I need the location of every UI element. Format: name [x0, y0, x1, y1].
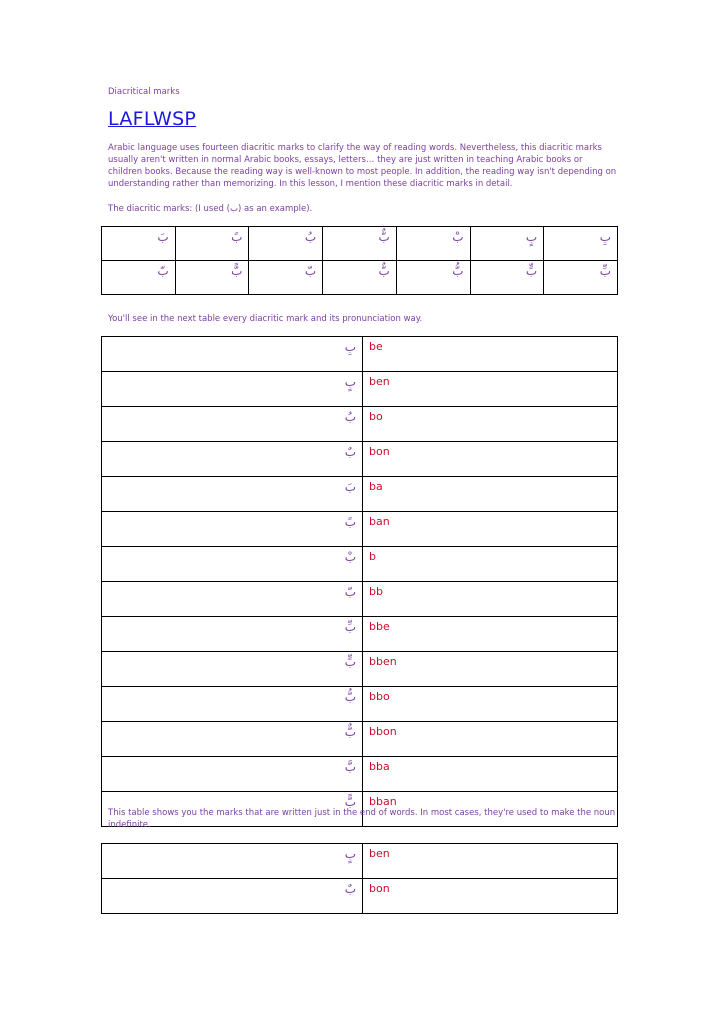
latin-cell: bbo — [363, 687, 618, 722]
mark-cell: بٍ — [470, 227, 544, 261]
latin-cell: bb — [363, 582, 618, 617]
latin-cell: bbe — [363, 617, 618, 652]
table-row — [102, 582, 618, 617]
arabic-cell: بً — [102, 512, 363, 547]
arabic-cell: بِّ — [102, 617, 363, 652]
mark-cell: بٍّ — [470, 261, 544, 295]
table-row — [102, 722, 618, 757]
end-marks-caption: This table shows you the marks that are written just in the end of words. In most cases, they're used to make the noun indefinite. — [108, 808, 616, 830]
marks-caption: The diacritic marks: (I used (ب) as an example). — [108, 204, 313, 214]
arabic-cell: بُ — [102, 407, 363, 442]
table-row — [102, 227, 618, 261]
mark-cell: بُّ — [396, 261, 470, 295]
arabic-cell: بٌ — [102, 879, 363, 914]
latin-cell: ben — [363, 844, 618, 879]
arabic-cell: بٍّ — [102, 652, 363, 687]
table-row — [102, 652, 618, 687]
latin-cell: bon — [363, 442, 618, 477]
arabic-cell: بُّ — [102, 687, 363, 722]
mark-cell: بٌّ — [323, 261, 397, 295]
diacritic-marks-table — [101, 226, 618, 295]
table-row — [102, 372, 618, 407]
arabic-cell: بَ — [102, 477, 363, 512]
mark-cell: بً — [175, 227, 249, 261]
pronunciation-table — [101, 336, 618, 827]
arabic-cell: بٍ — [102, 844, 363, 879]
mark-cell: بِّ — [544, 261, 618, 295]
table-row — [102, 337, 618, 372]
arabic-cell: بَّ — [102, 757, 363, 792]
latin-cell: bban — [363, 792, 618, 827]
mark-cell: بٌّ — [323, 227, 397, 261]
breadcrumb: Diacritical marks — [108, 87, 180, 97]
latin-cell: be — [363, 337, 618, 372]
arabic-cell: بٍ — [102, 372, 363, 407]
latin-cell: ban — [363, 512, 618, 547]
table-row — [102, 547, 618, 582]
arabic-cell: بْ — [102, 547, 363, 582]
latin-cell: bben — [363, 652, 618, 687]
table-row — [102, 757, 618, 792]
table-row — [102, 844, 618, 879]
mark-cell: بْ — [396, 227, 470, 261]
latin-cell: ba — [363, 477, 618, 512]
mark-cell: بِ — [544, 227, 618, 261]
mark-cell: بّ — [249, 261, 323, 295]
arabic-cell: بًّ — [102, 792, 363, 827]
latin-cell: bon — [363, 879, 618, 914]
table-row — [102, 442, 618, 477]
intro-paragraph: Arabic language uses fourteen diacritic marks to clarify the way of reading words. Nevertheless, this diacritic marks usually aren't written in normal Arabic books, essays, letters… they are just written in teaching Arabic books or children books. Because the reading way is well-known to most people. In addition, the reading way isn't depending on understanding rather than memorizing. In this lesson, I mention these diacritic marks in detail. — [108, 143, 617, 189]
mark-cell: بًّ — [175, 261, 249, 295]
table-row — [102, 617, 618, 652]
arabic-cell: بّ — [102, 582, 363, 617]
table-row — [102, 687, 618, 722]
latin-cell: b — [363, 547, 618, 582]
mark-cell: بَ — [102, 227, 176, 261]
table-row — [102, 261, 618, 295]
latin-cell: bba — [363, 757, 618, 792]
table-row — [102, 879, 618, 914]
arabic-cell: بٌّ — [102, 722, 363, 757]
arabic-cell: بِ — [102, 337, 363, 372]
latin-cell: bo — [363, 407, 618, 442]
pronunciation-caption: You'll see in the next table every diacritic mark and its pronunciation way. — [108, 314, 423, 324]
table-row — [102, 512, 618, 547]
mark-cell: بّ — [102, 261, 176, 295]
arabic-cell: بٌ — [102, 442, 363, 477]
mark-cell: بُ — [249, 227, 323, 261]
table-row — [102, 477, 618, 512]
latin-cell: bbon — [363, 722, 618, 757]
page-title-link[interactable]: LAFLWSP — [108, 108, 197, 130]
end-marks-table — [101, 843, 618, 914]
table-row — [102, 407, 618, 442]
latin-cell: ben — [363, 372, 618, 407]
